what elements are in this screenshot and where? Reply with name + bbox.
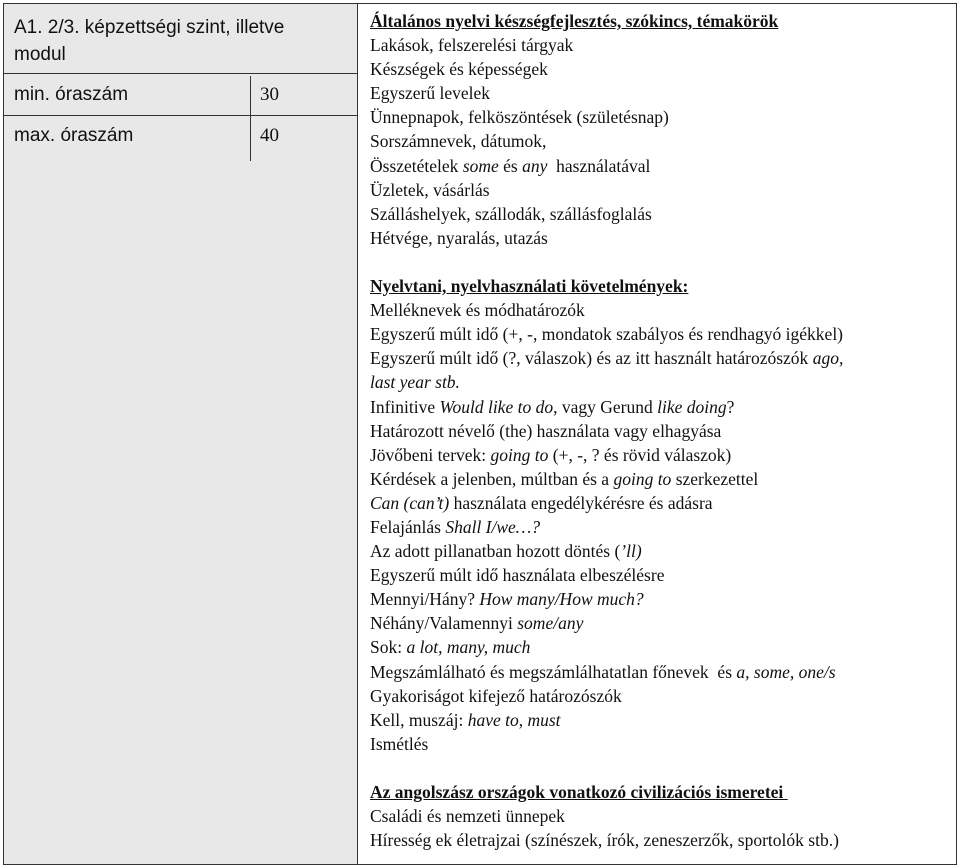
- section-heading-skills: Általános nyelvi készségfejlesztés, szókincs, témakörök: [370, 11, 779, 31]
- topic-item: Összetételek some és any használatával: [370, 155, 651, 176]
- topic-item: Hétvége, nyaralás, utazás: [370, 227, 548, 248]
- civilization-item: Híresség ek életrajzai (színészek, írók, zeneszerzők, sportolók stb.): [370, 830, 839, 851]
- grammar-item: Egyszerű múlt idő (+, -, mondatok szabályos és rendhagyó igékkel): [370, 324, 844, 345]
- section-heading-civilization: Az angolszász országok vonatkozó civilizációs ismeretei: [370, 782, 788, 802]
- topic-item: Készségek és képességek: [370, 59, 548, 80]
- topic-item: Sorszámnevek, dátumok,: [370, 131, 547, 152]
- topic-item: Egyszerű levelek: [370, 83, 491, 104]
- topic-item: Ünnepnapok, felköszöntések (születésnap): [370, 107, 669, 128]
- grammar-item: Melléknevek és módhatározók: [370, 300, 585, 321]
- grammar-item: Jövőbeni tervek: going to (+, -, ? és rövid válaszok): [370, 444, 732, 465]
- content-panel: [358, 3, 957, 865]
- content-text: [370, 9, 950, 852]
- grammar-item: Megszámlálható és megszámlálhatatlan főnevek és a, some, one/s: [370, 661, 836, 682]
- column-divider: [250, 76, 251, 161]
- grammar-item: Infinitive Would like to do, vagy Gerund like doing?: [370, 396, 735, 417]
- max-hours-label: max. óraszám: [14, 125, 134, 146]
- grammar-item: last year stb.: [370, 372, 460, 393]
- grammar-item: Az adott pillanatban hozott döntés (’ll): [370, 541, 642, 562]
- grammar-item: Sok: a lot, many, much: [370, 637, 531, 658]
- grammar-item: Egyszerű múlt idő (?, válaszok) és az itt használt határozószók ago,: [370, 348, 844, 369]
- topic-item: Szálláshelyek, szállodák, szállásfoglalás: [370, 203, 652, 224]
- min-hours-value: 30: [260, 84, 279, 105]
- grammar-item: Gyakoriságot kifejező határozószók: [370, 685, 622, 706]
- topic-item: Lakások, felszerelési tárgyak: [370, 35, 574, 56]
- grammar-item: Ismétlés: [370, 733, 429, 754]
- max-hours-value: 40: [260, 125, 279, 146]
- level-title: A1. 2/3. képzettségi szint, illetve modul: [14, 17, 285, 65]
- divider: [4, 73, 359, 74]
- grammar-item: Kérdések a jelenben, múltban és a going to szerkezettel: [370, 468, 759, 489]
- grammar-item: Felajánlás Shall I/we…?: [370, 516, 541, 537]
- topic-item: Üzletek, vásárlás: [370, 179, 490, 200]
- grammar-item: Határozott névelő (the) használata vagy elhagyása: [370, 420, 722, 441]
- grammar-item: Can (can’t) használata engedélykérésre és adásra: [370, 492, 713, 513]
- min-hours-label: min. óraszám: [14, 84, 129, 105]
- divider: [4, 115, 359, 116]
- grammar-item: Egyszerű múlt idő használata elbeszélésre: [370, 565, 665, 586]
- grammar-item: Néhány/Valamennyi some/any: [370, 613, 584, 634]
- section-heading-grammar: Nyelvtani, nyelvhasználati követelmények:: [370, 276, 689, 297]
- left-info-panel: [3, 3, 358, 865]
- civilization-item: Családi és nemzeti ünnepek: [370, 806, 565, 827]
- grammar-item: Mennyi/Hány? How many/How much?: [370, 589, 644, 610]
- grammar-item: Kell, muszáj: have to, must: [370, 709, 561, 730]
